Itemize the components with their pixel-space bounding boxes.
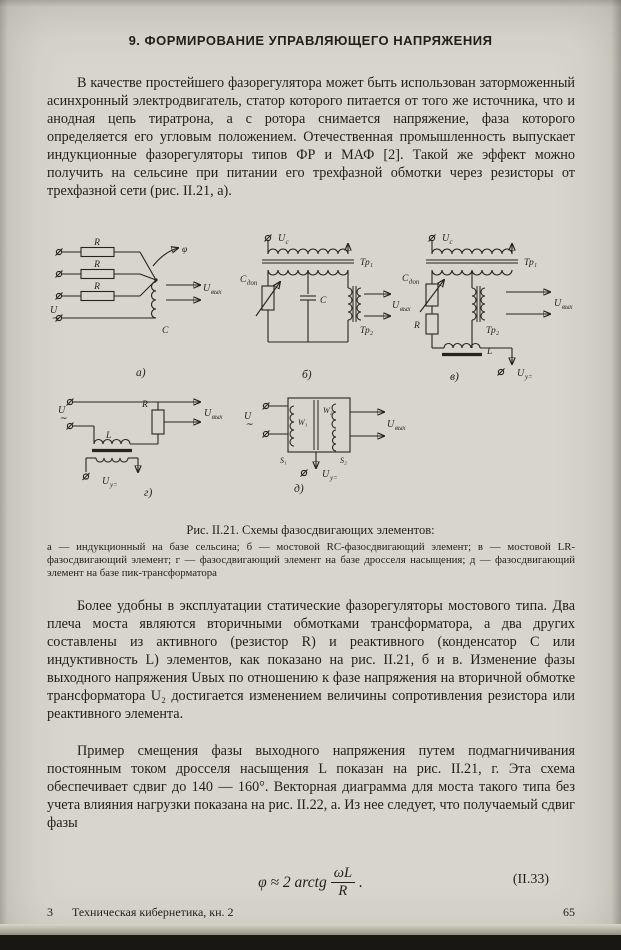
u-out-sub: вых <box>212 414 223 421</box>
transformer-2-label: Тр₂ <box>360 326 374 336</box>
u-out-label: U <box>203 283 211 294</box>
u-out-label: U <box>204 408 212 419</box>
equation-number: (II.33) <box>512 872 549 887</box>
core-s1-label: S₁ <box>280 456 287 465</box>
u-c-sub: с <box>285 239 289 246</box>
circuit-diagram-g <box>58 392 233 500</box>
u-out-label: U <box>387 419 395 430</box>
circuit-diagram-d <box>238 392 423 500</box>
section-heading: 9. ФОРМИРОВАНИЕ УПРАВЛЯЮЩЕГО НАПРЯЖЕНИЯ <box>128 33 493 48</box>
c-dop-sub: доп <box>247 280 258 287</box>
u-out-sub: вых <box>395 425 406 432</box>
page-edge-right <box>611 0 621 950</box>
u-c-label: U <box>278 233 286 244</box>
transformer-2-label: Тр₂ <box>486 326 500 336</box>
u-control-sub: у= <box>525 374 533 381</box>
phi-label: φ <box>182 245 188 255</box>
resistor-label: R <box>414 321 420 331</box>
diagram-v-labels <box>402 233 573 383</box>
page-edge-top <box>0 0 621 7</box>
resistor-label: R <box>94 282 100 292</box>
circuit-diagram-b <box>236 230 411 386</box>
page-footer <box>47 905 575 920</box>
diagram-v-wiring <box>420 235 550 376</box>
inductor-label: L <box>106 431 112 441</box>
fraction-denominator: R <box>338 883 348 900</box>
c-dop-sub: доп <box>409 279 420 286</box>
circuit-diagram-v <box>402 230 573 402</box>
figure-II-21 <box>50 228 572 522</box>
u-control-label: U <box>322 469 330 480</box>
u-out-sub: вых <box>400 306 411 313</box>
equation-period: . <box>359 874 363 891</box>
c-dop-label: С <box>402 274 409 284</box>
winding-1-label: W₁ <box>298 418 308 427</box>
paragraph-1: В качестве простейшего фазорегулятора может быть использован заторможенный асинхронный электродвигатель, статор которого питается от того же источника, что и анодная цепь тиратрона, а с ротора снимается напряжение, фаза которого определяется его угловым положением. Отечественная промышленность выпускает индукционные фазорегуляторы типов ФР и МАФ [2]. Такой же эффект можно получить на сельсине при питании его трехфазной обмотки через резисторы от трехфазной сети (рис. II.21, а). <box>47 75 575 199</box>
circuit-diagram-a <box>50 240 238 382</box>
inductor-label: L <box>487 347 493 357</box>
u-control-label: U <box>102 476 110 487</box>
u-in-label: U <box>244 411 252 422</box>
u-out-sub: вых <box>562 304 573 311</box>
book-title: Техническая кибернетика, кн. 2 <box>72 905 234 919</box>
diagram-a-labels <box>50 238 222 379</box>
diagram-g-wiring <box>67 399 201 481</box>
u-control-sub: у= <box>110 482 118 489</box>
selsyn-label: C <box>162 326 169 336</box>
book-edge-shadow <box>0 935 621 950</box>
subfigure-d-label: д) <box>294 483 304 495</box>
transformer-1-label: Тр₁ <box>360 258 374 268</box>
paragraph-2: Более удобны в эксплуатации статические фазорегуляторы мостового типа. Два плеча моста являются вторичными обмотками трансформатора, а два других составлены из активного (резистор R) и реактивного (конденсатор C или индуктивность L) элементов, как показано на рис. II.21, б и в. Изменение фазы выходного напряжения Uвых по отношению к фазе напряжения на вторичной обмотке трансформатора U₂ достигается изменением величины сопротивления резистора или реактивного элемента. <box>47 598 575 722</box>
diagram-g-labels <box>58 400 223 499</box>
capacitor-label: C <box>320 296 327 306</box>
u-c-sub: с <box>449 239 453 246</box>
equation-fraction <box>331 866 355 900</box>
equation-lhs: φ ≈ 2 arctg <box>258 874 327 891</box>
page-edge-left <box>0 0 8 950</box>
ac-tilde: ∼ <box>245 420 253 430</box>
c-dop-label: С <box>240 275 247 285</box>
u-control-sub: у= <box>330 475 338 482</box>
diagram-b-labels <box>240 233 411 381</box>
fraction-numerator: ωL <box>331 866 355 883</box>
signature-number: 3 <box>47 905 53 919</box>
subfigure-v-label: в) <box>450 371 459 383</box>
diagram-a-wiring <box>56 248 201 322</box>
core-s2-label: S₂ <box>340 456 347 465</box>
figure-caption-body: а — индукционный на базе сельсина; б — мостовой RC-фазосдвигающий элемент; в — мостовой LR-фазосдвигающий элемент; г — фазосдвигающий элемент на базе дросселя насыщения; д — фазосдвигающий элемент на базе пик-трансформатора <box>47 541 575 580</box>
resistor-label: R <box>142 400 148 410</box>
ac-tilde: ∼ <box>51 314 59 324</box>
u-out-sub: вых <box>211 289 222 296</box>
resistor-label: R <box>94 260 100 270</box>
winding-2-label: W₂ <box>323 406 333 415</box>
subfigure-g-label: г) <box>144 487 153 499</box>
page-number: 65 <box>563 905 575 919</box>
u-in-label: U <box>50 305 58 316</box>
subfigure-b-label: б) <box>302 369 312 381</box>
resistor-label: R <box>94 238 100 248</box>
figure-caption-title: Рис. II.21. Схемы фазосдвигающих элементов: <box>186 523 435 537</box>
u-out-label: U <box>392 300 400 311</box>
u-control-label: U <box>517 368 525 379</box>
u-c-label: U <box>442 233 450 244</box>
paragraph-3: Пример смещения фазы выходного напряжения путем подмагничивания постоянным током дросселя насыщения L показан на рис. II.21, г. Эта схема обеспечивает сдвиг до 140 — 160°. Векторная диаграмма для моста такого типа без учета влияния нагрузки показана на рис. II.22, а. Из нее следует, что получаемый сдвиг фазы <box>47 743 575 831</box>
u-out-label: U <box>554 298 562 309</box>
u-in-label: U <box>58 405 66 416</box>
transformer-1-label: Тр₁ <box>524 258 538 268</box>
equation-II-33 <box>0 860 621 906</box>
subfigure-a-label: а) <box>136 367 146 379</box>
diagram-d-labels <box>244 406 406 495</box>
ac-tilde: ∼ <box>59 414 67 424</box>
page-edge-fade <box>0 924 621 935</box>
